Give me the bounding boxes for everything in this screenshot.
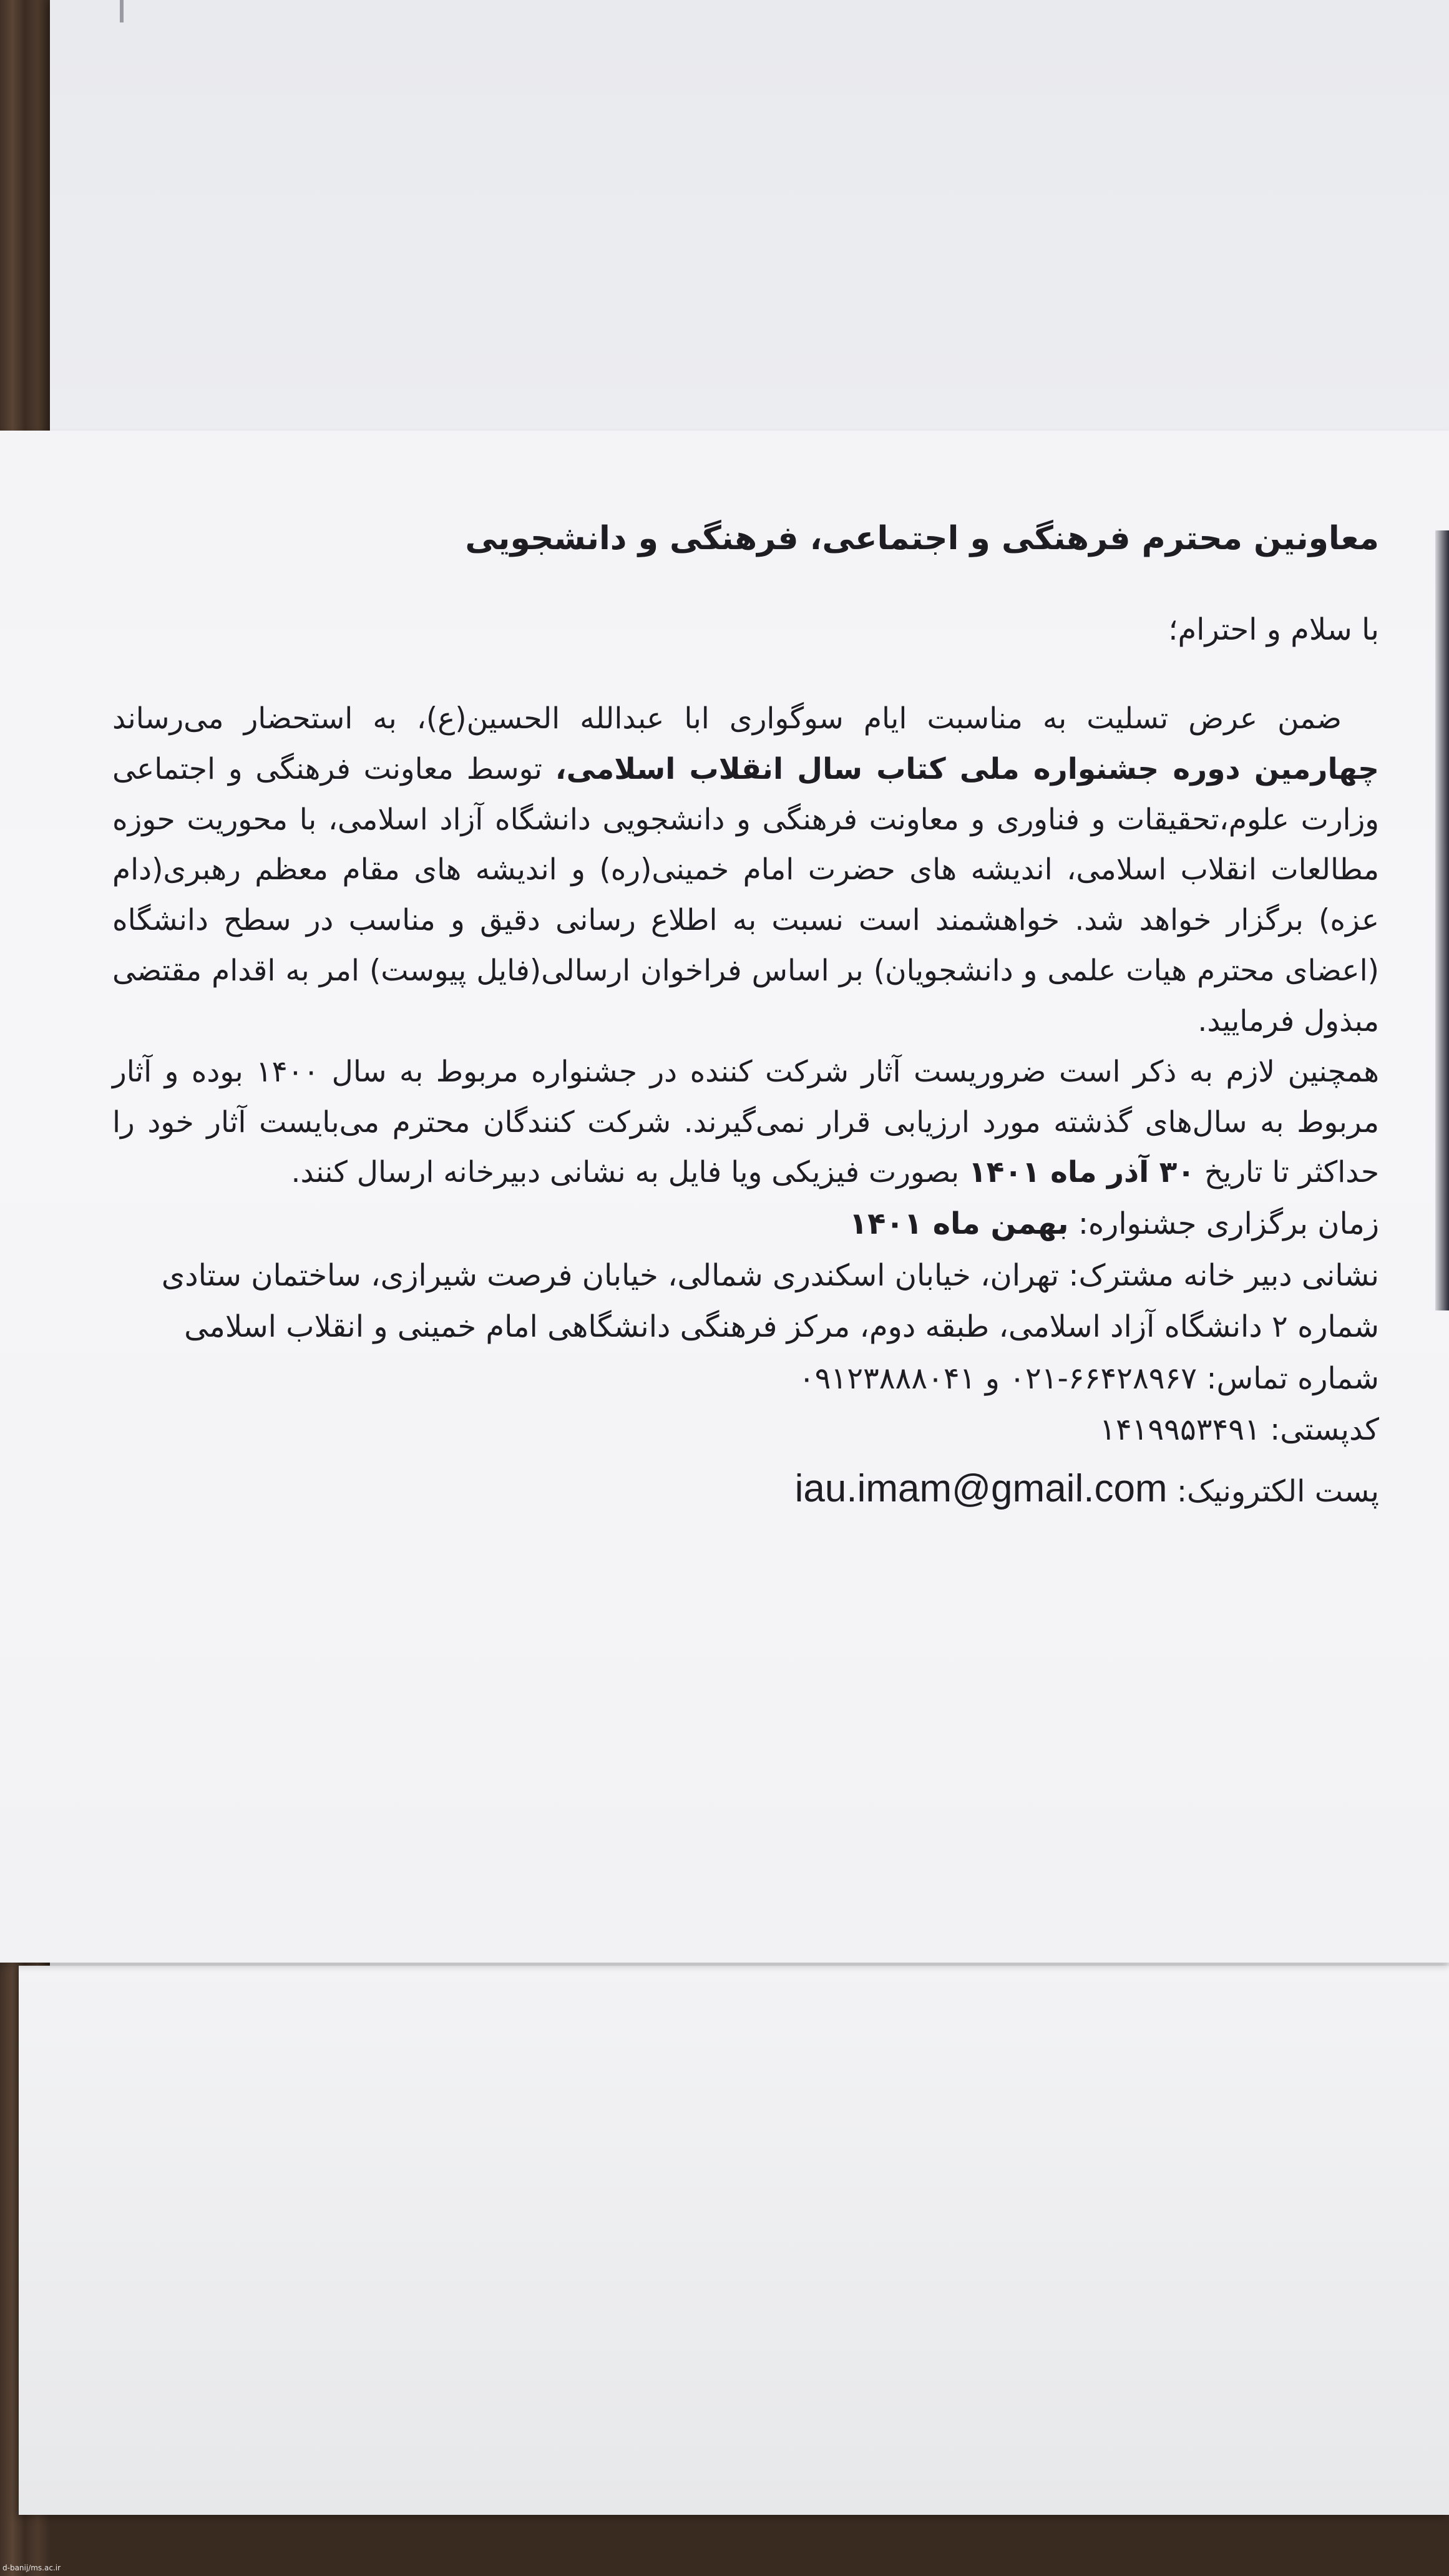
announcement-intro: ضمن عرض تسلیت به مناسبت ایام سوگواری ابا عبدالله الحسین(ع)، به استحضار می‌رساند <box>112 701 1342 736</box>
email-address: iau.imam@gmail.com <box>794 1467 1168 1510</box>
secretariat-address: نشانی دبیر خانه مشترک: تهران، خیابان اسکندری شمالی، خیابان فرصت شیرازی، ساختمان ستادی شماره ۲ دانشگاه آزاد اسلامی، طبقه دوم، مرکز فرهنگی دانشگاهی امام خمینی و انقلاب اسلامی شماره تماس: ۶۶۴۲۸۹۶۷-۰۲۱ و ۰۹۱۲۳۸۸۸۰۴۱ <box>161 1257 1379 1396</box>
salutation: معاونین محترم فرهنگی و اجتماعی، فرهنگی و دانشجویی <box>465 520 1379 557</box>
paragraph-requirements <box>112 1047 1379 1198</box>
paragraph-announcement <box>112 694 1379 1047</box>
requirements-before: همچنین لازم به ذکر است ضروریست آثار شرکت کننده در جشنواره مربوط به سال ۱۴۰۰ بوده و آثار مربوط به سال‌های گذشته مورد ارزیابی قرار نمی‌گیرند. شرکت کنندگان محترم می‌بایست آثار خود را حداکثر تا تاریخ <box>112 1054 1380 1190</box>
letter-body <box>112 518 1379 1523</box>
submission-deadline: ۳۰ آذر ماه ۱۴۰۱ <box>968 1155 1195 1190</box>
back-sheet-bottom <box>19 1966 1449 2515</box>
postal-code: کدپستی: ۱۴۱۹۹۵۳۴۹۱ <box>1100 1412 1379 1448</box>
paper-mark <box>120 0 124 22</box>
schedule-label: زمان برگزاری جشنواره: <box>1068 1206 1379 1242</box>
festival-name: چهارمین دوره جشنواره ملی کتاب سال انقلاب اسلامی، <box>555 751 1379 786</box>
email-line <box>112 1456 1379 1523</box>
right-edge-shadow <box>1435 530 1449 1310</box>
announcement-rest: توسط معاونت فرهنگی و اجتماعی وزارت علوم،تحقیقات و فناوری و معاونت فرهنگی و دانشجویی دانشگاه آزاد اسلامی، با محوریت حوزه مطالعات انقلاب اسلامی، اندیشه های حضرت امام خمینی(ره) و اندیشه های مقام معظم رهبری(دام عزه) برگزار خواهد شد. خواهشمند است نسبت به اطلاع رسانی دقیق و مناسب در سطح دانشگاه (اعضای محترم هیات علمی و دانشجویان) بر اساس فراخوان ارسالی(فایل پیوست) امر به اقدام مقتضی مبذول فرمایید. <box>112 751 1379 1038</box>
photo-credit: d-banij/ms.ac.ir <box>2 2564 61 2572</box>
greeting: با سلام و احترام؛ <box>1168 612 1379 647</box>
requirements-after: بصورت فیزیکی ویا فایل به نشانی دبیرخانه ارسال کنند. <box>291 1155 968 1190</box>
email-label: پست الکترونیک: <box>1167 1474 1379 1509</box>
festival-schedule <box>112 1198 1379 1250</box>
schedule-value: بهمن ماه ۱۴۰۱ <box>849 1206 1069 1242</box>
